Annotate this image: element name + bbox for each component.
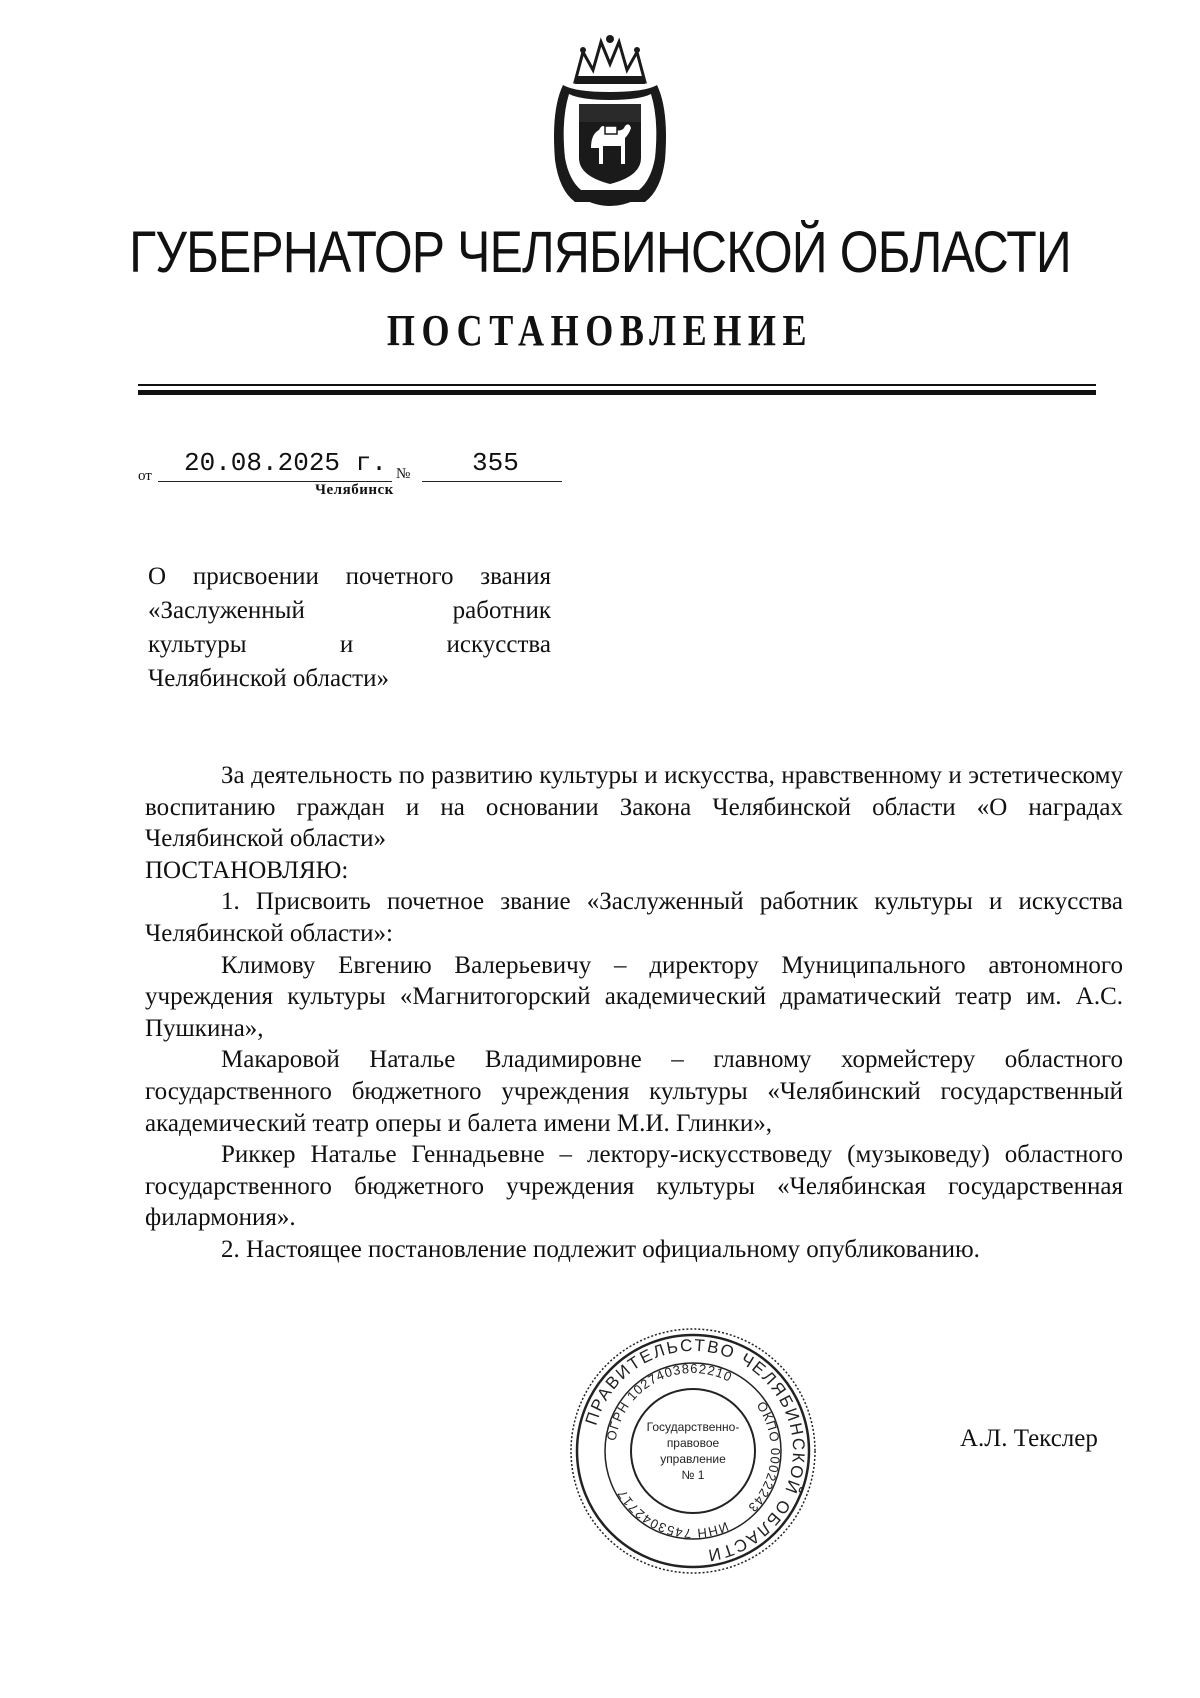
document-date: 20.08.2025 г. [158,446,392,482]
subject-line: Челябинской области» [148,665,389,692]
document-body [145,760,1123,1266]
awardee-paragraph: Климову Евгению Валерьевичу – директору Муниципального автономного учреждения культуры «Магнитогорский академический драматический театр им. А.С. Пушкина», [145,951,1123,1042]
intro-paragraph: За деятельность по развитию культуры и искусства, нравственному и эстетическому воспитанию граждан и на основании Закона Челябинской области «О наградах Челябинской области» [145,762,1123,853]
issuer-title: ГУБЕРНАТОР ЧЕЛЯБИНСКОЙ ОБЛАСТИ [129,220,1071,285]
date-prefix: от [138,468,152,484]
item-2-paragraph: 2. Настоящее постановление подлежит официальному опубликованию. [221,1235,980,1263]
subject-line: О присвоении почетного звания [148,563,551,590]
document-type: ПОСТАНОВЛЕНИЕ [386,306,814,355]
subject-line: культуры и искусства [148,631,551,658]
svg-text:ИНН 7453042717 [614,1486,731,1541]
awardee-paragraph: Риккер Наталье Геннадьевне – лектору-искусствоведу (музыковеду) областного государственного бюджетного учреждения культуры «Челябинская государственная филармония». [145,1141,1123,1232]
subject-line: «Заслуженный работник [148,597,551,624]
stamp-ogrn: ОГРН 1027403862210 [603,1360,735,1442]
stamp-outer-text: ПРАВИТЕЛЬСТВО ЧЕЛЯБИНСКОЙ ОБЛАСТИ [581,1335,809,1566]
official-stamp [565,1323,821,1579]
document-subject [148,560,551,696]
issue-city: Челябинск [315,482,394,498]
stamp-center-line: управление [660,1452,726,1466]
stamp-center-line: № 1 [681,1468,705,1482]
stamp-center-line: правовое [666,1436,720,1450]
signatory-name: А.Л. Текслер [960,1425,1098,1452]
header-divider-thin [138,384,1096,386]
decree-word: ПОСТАНОВЛЯЮ: [145,856,349,884]
number-prefix: № [396,466,411,482]
stamp-center-line: Государственно- [646,1420,740,1434]
header-divider-thick [138,390,1096,395]
stamp-inn: ИНН 7453042717 [613,1486,731,1542]
awardee-paragraph: Макаровой Наталье Владимировне – главному хормейстеру областного государственного бюджетного учреждения культуры «Челябинский государственный академический театр оперы и балета имени М.И. Глинки», [145,1046,1123,1137]
document-number: 355 [422,446,562,482]
item-1-paragraph: 1. Присвоить почетное звание «Заслуженный работник культуры и искусства Челябинской области»: [145,888,1123,947]
stamp-okpo: ОКПО 00022243 [744,1398,784,1516]
coat-of-arms-emblem [545,30,675,215]
